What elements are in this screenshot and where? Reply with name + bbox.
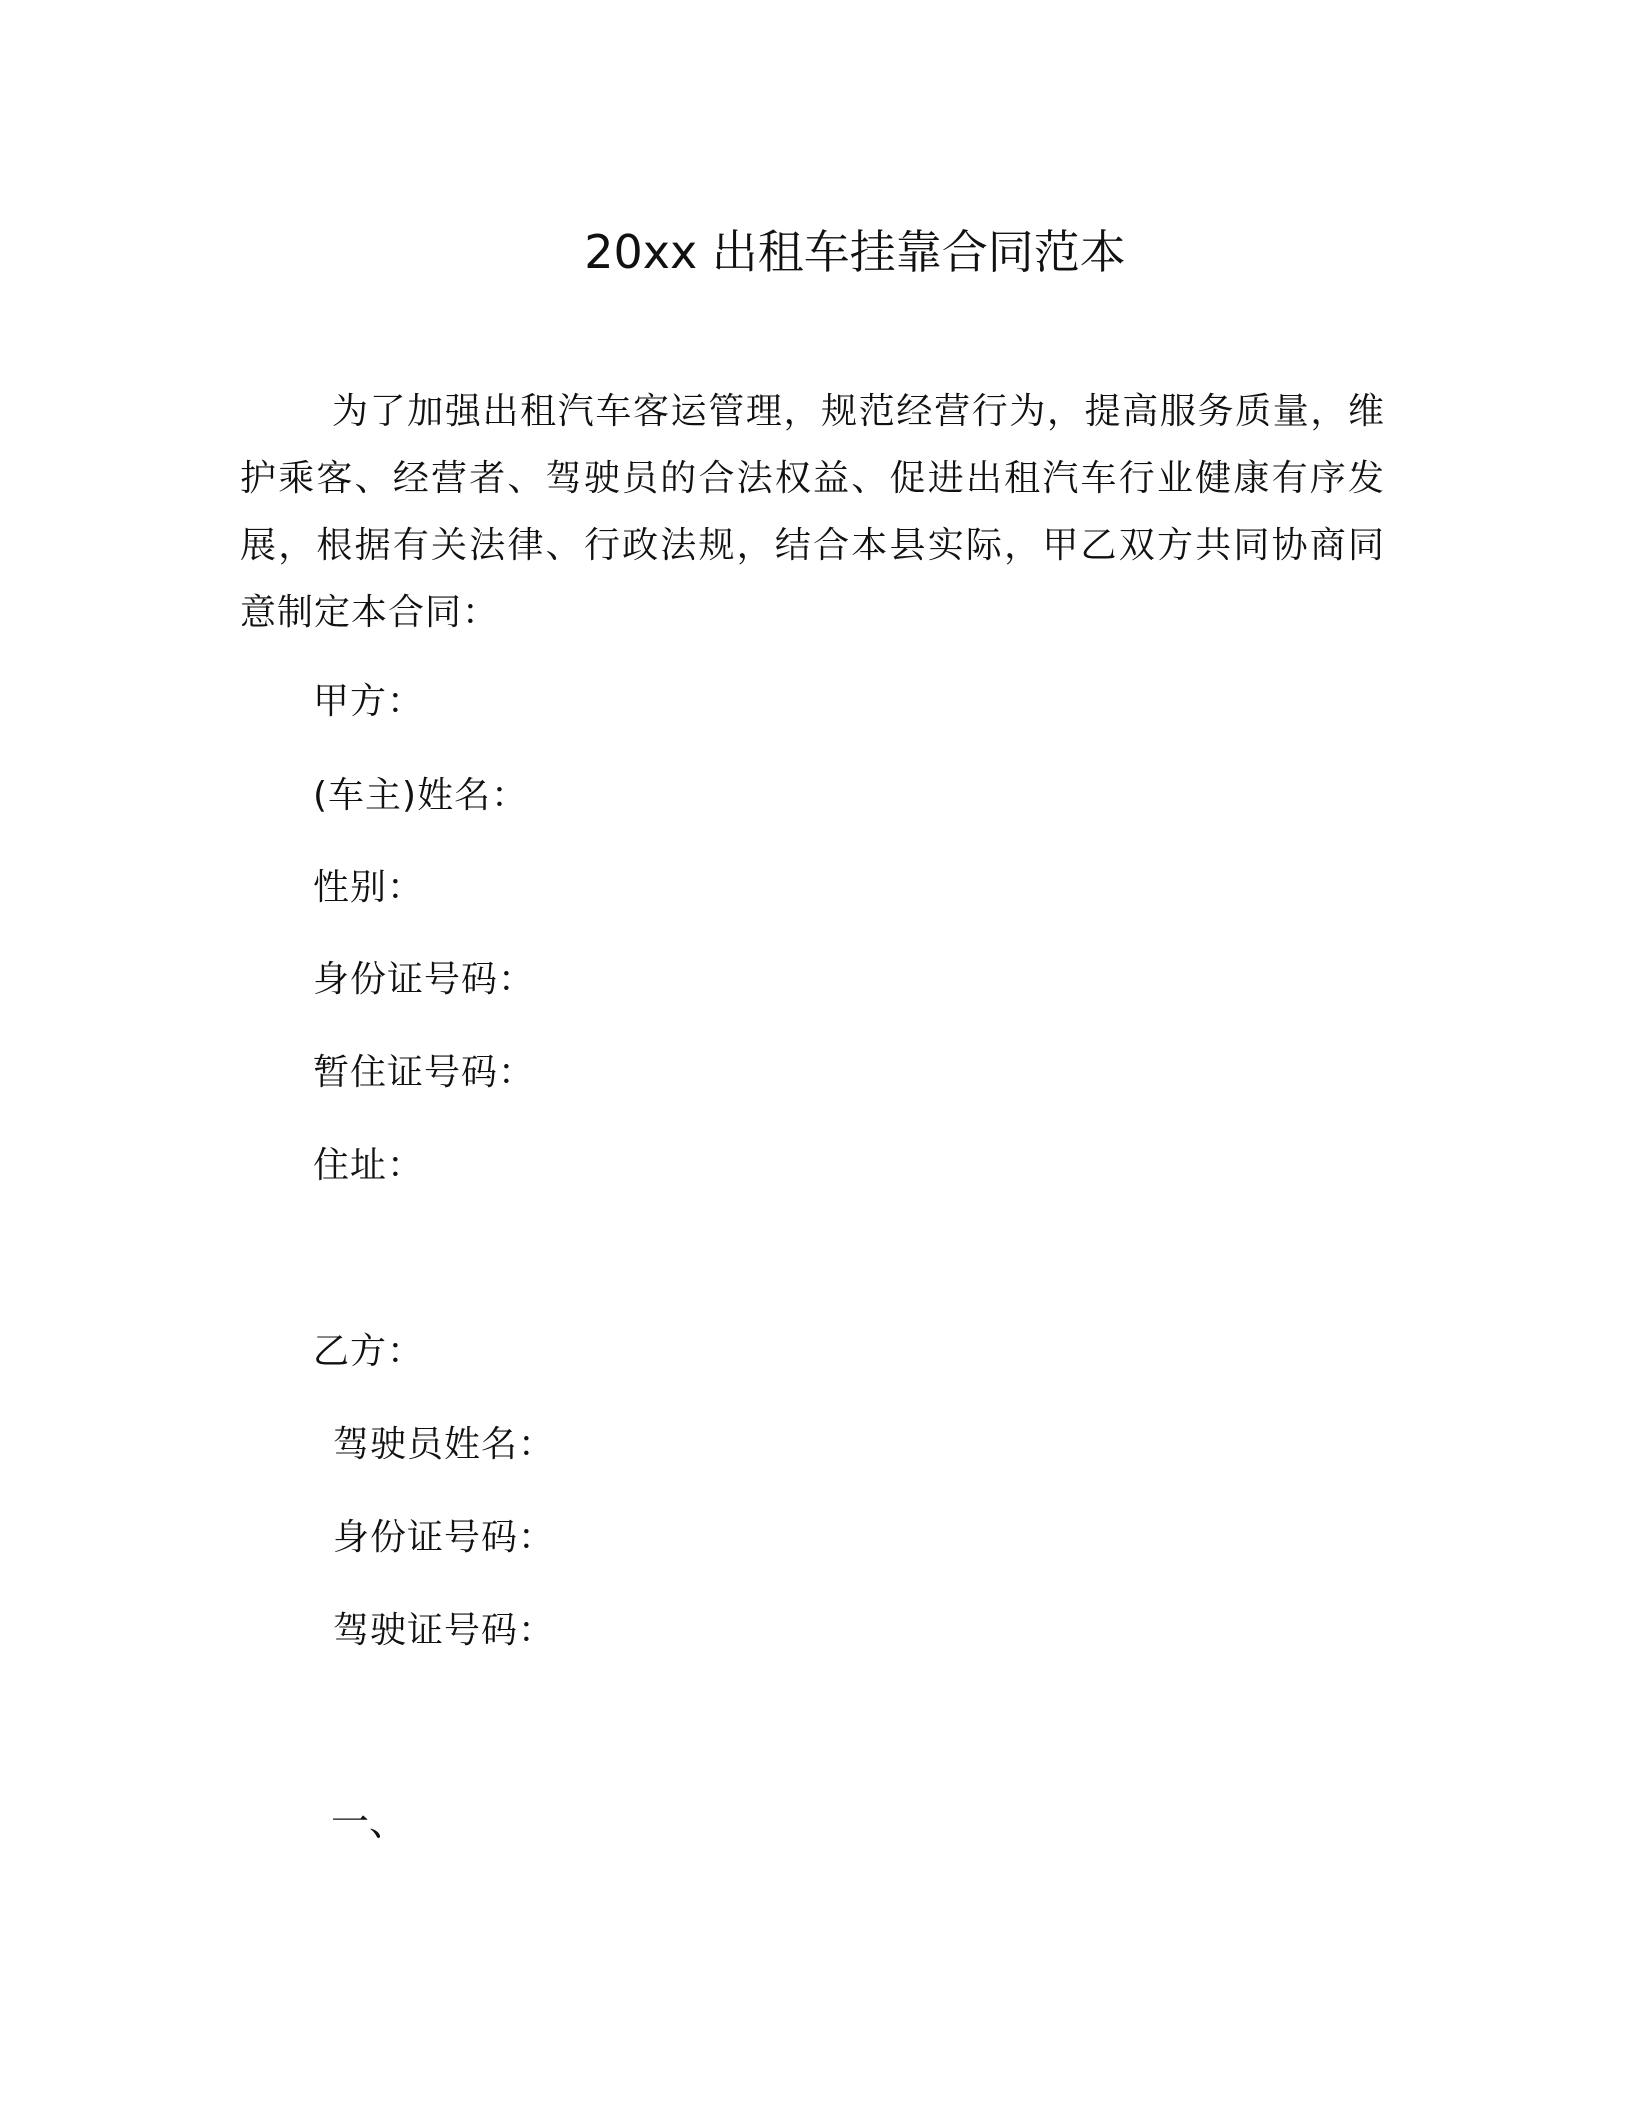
temp-residence-number-field: 暂住证号码：	[313, 1052, 536, 1093]
party-a-label: 甲方：	[313, 681, 425, 722]
party-b-label: 乙方：	[313, 1331, 425, 1372]
gender-field: 性别：	[313, 867, 425, 908]
intro-paragraph: 为了加强出租汽车客运管理，规范经营行为，提高服务质量，维护乘客、经营者、驾驶员的合法权益、促进出租汽车行业健康有序发展，根据有关法律、行政法规，结合本县实际，甲乙双方共同协商同意制定本合同：	[240, 391, 1385, 633]
owner-name-field: (车主)姓名：	[313, 775, 529, 816]
party-b-id-number-field: 身份证号码：	[333, 1517, 556, 1558]
party-a-id-number-field: 身份证号码：	[313, 959, 536, 1000]
address-field: 住址：	[313, 1145, 425, 1186]
driver-license-number-field: 驾驶证号码：	[333, 1610, 556, 1651]
document-title: 20xx 出租车挂靠合同范本	[584, 225, 1126, 279]
driver-name-field: 驾驶员姓名：	[333, 1424, 556, 1465]
section-one-heading: 一、	[331, 1800, 408, 1844]
